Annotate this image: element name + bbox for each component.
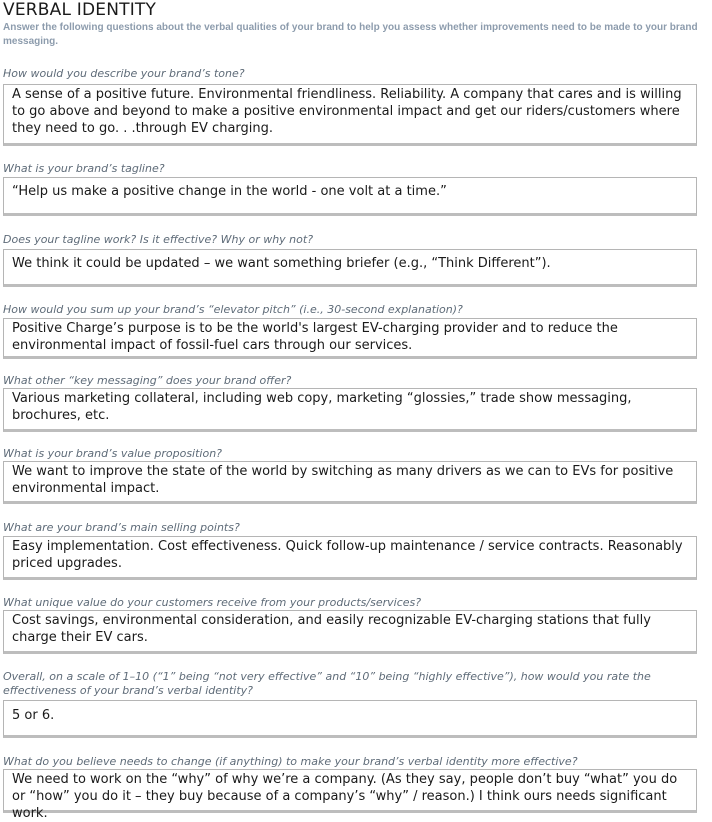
question-tone-label: How would you describe your brand’s tone?: [3, 67, 245, 80]
question-tagline-label: What is your brand’s tagline?: [3, 162, 165, 175]
answer-value-proposition-field[interactable]: [3, 461, 697, 504]
answer-selling-points-field[interactable]: [3, 536, 697, 580]
question-elevator-pitch-label: How would you sum up your brand’s “elevator pitch” (i.e., 30-second explanation)?: [3, 303, 463, 316]
answer-tagline-text: “Help us make a positive change in the world - one volt at a time.”: [12, 184, 447, 199]
answer-value-proposition-text: We want to improve the state of the world by switching as many drivers as we can to EVs for positive environmental impact.: [12, 464, 674, 496]
answer-tone-text: A sense of a positive future. Environmental friendliness. Reliability. A company that cares and is willing to go above and beyond to make a positive environmental impact and get our riders/customers where they need to go. . .through EV charging.: [12, 87, 682, 136]
question-selling-points-label: What are your brand’s main selling points?: [3, 521, 240, 534]
question-rating-label: Overall, on a scale of 1–10 (“1” being “not very effective” and “10” being “highly effective”), how would you rate the effectiveness of your brand’s verbal identity?: [3, 670, 651, 697]
question-value-proposition-label: What is your brand’s value proposition?: [3, 447, 223, 460]
instructions-text: Answer the following questions about the verbal qualities of your brand to help you assess whether improvements need to be made to your brand messaging.: [3, 22, 698, 47]
answer-elevator-pitch-text: Positive Charge’s purpose is to be the world's largest EV-charging provider and to reduce the environmental impact of fossil-fuel cars through our services.: [12, 321, 618, 353]
question-unique-value-label: What unique value do your customers receive from your products/services?: [3, 596, 422, 609]
question-key-messaging-label: What other “key messaging” does your brand offer?: [3, 374, 292, 387]
answer-improvement-text: We need to work on the “why” of why we’re a company. (As they say, people don’t buy “what” you do or “how” you do it – they buy because of a company’s “why” / reason.) I think ours needs significant work.: [12, 772, 678, 821]
answer-tagline-effective-field[interactable]: [3, 249, 697, 287]
answer-improvement-field[interactable]: [3, 769, 697, 821]
page-title: VERBAL IDENTITY: [3, 0, 157, 20]
answer-rating-field[interactable]: [3, 700, 697, 738]
answer-tagline-field[interactable]: [3, 177, 697, 216]
answer-selling-points-text: Easy implementation. Cost effectiveness. Quick follow-up maintenance / service contracts. Reasonably priced upgrades.: [12, 539, 683, 571]
answer-tagline-effective-text: We think it could be updated – we want something briefer (e.g., “Think Different”).: [12, 256, 551, 271]
question-tagline-effective-label: Does your tagline work? Is it effective? Why or why not?: [3, 233, 314, 246]
question-improvement-label: What do you believe needs to change (if anything) to make your brand’s verbal identity more effective?: [3, 755, 578, 768]
answer-rating-text: 5 or 6.: [12, 708, 55, 723]
answer-tone-field[interactable]: [3, 84, 697, 146]
answer-unique-value-text: Cost savings, environmental consideration, and easily recognizable EV-charging stations that fully charge their EV cars.: [12, 613, 651, 645]
answer-elevator-pitch-field[interactable]: [3, 318, 697, 359]
answer-unique-value-field[interactable]: [3, 610, 697, 654]
answer-key-messaging-text: Various marketing collateral, including web copy, marketing “glossies,” trade show messaging, brochures, etc.: [12, 391, 632, 423]
answer-key-messaging-field[interactable]: [3, 388, 697, 432]
